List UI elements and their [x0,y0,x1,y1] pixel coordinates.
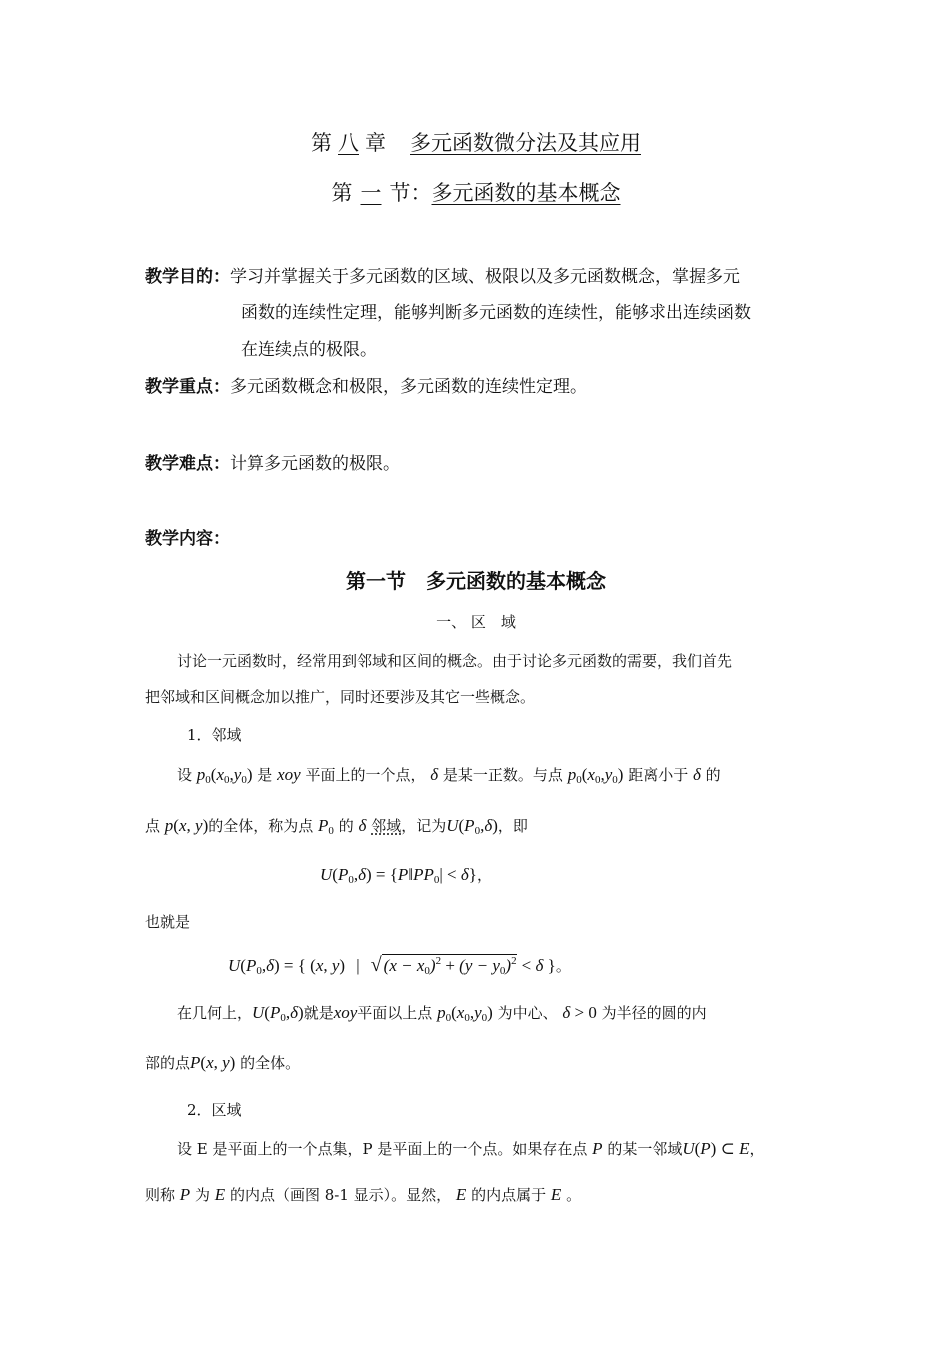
formula-p0-repeat: $p_0(x_0,y_0)$ [567,765,624,786]
formula-p0: $p_0(x_0,y_0)$ [196,765,253,786]
formula-Pxy: P(x, y) [190,1053,236,1072]
keypoints-label: 教学重点： [145,377,230,397]
neighborhood-line-1 [177,764,721,786]
chapter-prefix: 第 [311,131,332,155]
text-segment: 的全体。 [240,1054,301,1072]
chapter-title [0,127,952,157]
keypoints-line [145,372,587,397]
term-neighborhood: 邻域 [371,817,402,835]
formula-neighborhood-distance: $U(P_0,\delta)$ = { (x, y) | √ $(x - x_0)^2 + (y - y_0)^2 < \delta$ }。 [228,954,571,977]
sub-heading: 一、 区 域 [436,613,516,631]
text-segment: 点 [145,817,161,835]
paragraph-1-line-1: 讨论一元函数时，经常用到邻域和区间的概念。由于讨论多元函数的需要，我们首先 [177,652,733,670]
text-segment: 设 E 是平面上的一个点集，P 是平面上的一个点。如果存在点 [177,1140,588,1158]
text-segment: 的内点属于 [471,1186,547,1204]
geometry-line-2 [145,1052,300,1073]
objectives-text-1: 学习并掌握关于多元函数的区域、极限以及多元函数概念，掌握多元 [230,267,740,287]
text-segment: 的 [338,817,354,835]
text-segment: 的某一邻域 [607,1140,683,1158]
region-line-1: 设 E 是平面上的一个点集，P 是平面上的一个点。如果存在点 P 的某一邻域U(P) ⊂ E， [177,1139,765,1158]
chapter-number: 八 [338,131,359,155]
section-suffix: 节： [389,181,432,205]
formula-p0-3: $p_0(x_0,y_0)$ [437,1003,493,1024]
keypoints-text: 多元函数概念和极限，多元函数的连续性定理。 [230,377,587,397]
section-name: 多元函数的基本概念 [431,181,621,205]
text-segment: 为半径的圆的内 [601,1004,707,1022]
paragraph-1-line-2: 把邻域和区间概念加以推广，同时还要涉及其它一些概念。 [145,688,536,706]
text-segment: 是 [257,766,273,784]
section-prefix: 第 [331,181,353,205]
formula-UP-subset-E: U(P) ⊂ E [682,1139,750,1158]
text-segment: 部的点 [145,1054,191,1072]
difficulty-line [145,449,400,474]
text-segment: ，记为 [401,817,447,835]
formula-neighborhood-set: $U(P_0,\delta)$ = $\{P‖PP_0| < \delta\}$， [320,865,492,886]
formula-E: E [214,1185,226,1204]
formula-U: $U(P_0,\delta)$ [446,816,498,837]
text-segment: 设 [177,766,193,784]
geometry-line-1 [177,1002,707,1024]
formula-delta-positive: δ > 0 [562,1003,597,1022]
text-segment: 在几何上， [177,1004,253,1022]
text-segment: 。 [566,1186,582,1204]
text-segment: 为中心、 [497,1004,558,1022]
text-segment: 是某一正数。与点 [442,766,563,784]
text-segment: ，即 [497,817,528,835]
text-segment: 平面以上点 [357,1004,433,1022]
objectives-line1 [145,262,740,287]
text-segment: 的内点（画图 8-1 显示）。显然， [229,1186,452,1204]
formula-delta-2: δ [692,765,701,784]
objectives-text-3: 在连续点的极限。 [241,340,377,360]
chapter-name: 多元函数微分法及其应用 [410,131,641,155]
region-line-2 [145,1184,581,1205]
objectives-label: 教学目的： [145,267,230,287]
text-segment: 的 [705,766,721,784]
text-segment: 则称 [145,1186,176,1204]
text-segment: 的全体，称为点 [208,817,314,835]
difficulty-label: 教学难点： [145,454,230,474]
section-heading: 第一节 多元函数的基本概念 [346,569,606,593]
text-segment: 平面上的一个点， [305,766,426,784]
content-label: 教学内容： [145,529,230,549]
difficulty-text: 计算多元函数的极限。 [230,454,400,474]
formula-pxy: p(x, y) [164,816,209,835]
formula-U-2: $U(P_0,\delta)$ [252,1003,304,1024]
item-neighborhood: 1．邻域 [187,726,242,744]
formula-E-3: E [550,1185,562,1204]
formula-xoy-2: xoy [333,1003,358,1022]
formula-P0: $P_0$ [318,816,334,837]
formula-xoy: xoy [277,765,301,784]
text-segment: 就是 [303,1004,334,1022]
text-segment: 为 [194,1186,210,1204]
section-title [0,177,952,207]
section-number: 一 [360,181,382,205]
text-segment: 距离小于 [628,766,689,784]
neighborhood-line-2 [145,815,528,837]
also-text: 也就是 [145,913,191,931]
item-region: 2．区域 [187,1101,242,1119]
chapter-suffix: 章 [365,131,386,155]
formula-delta: δ [430,765,439,784]
formula-P-2: P [179,1185,191,1204]
formula-P: P [592,1139,603,1158]
formula-E-2: E [455,1185,467,1204]
objectives-text-2: 函数的连续性定理，能够判断多元函数的连续性，能够求出连续函数 [241,303,751,323]
formula-delta-3: δ [358,816,367,835]
